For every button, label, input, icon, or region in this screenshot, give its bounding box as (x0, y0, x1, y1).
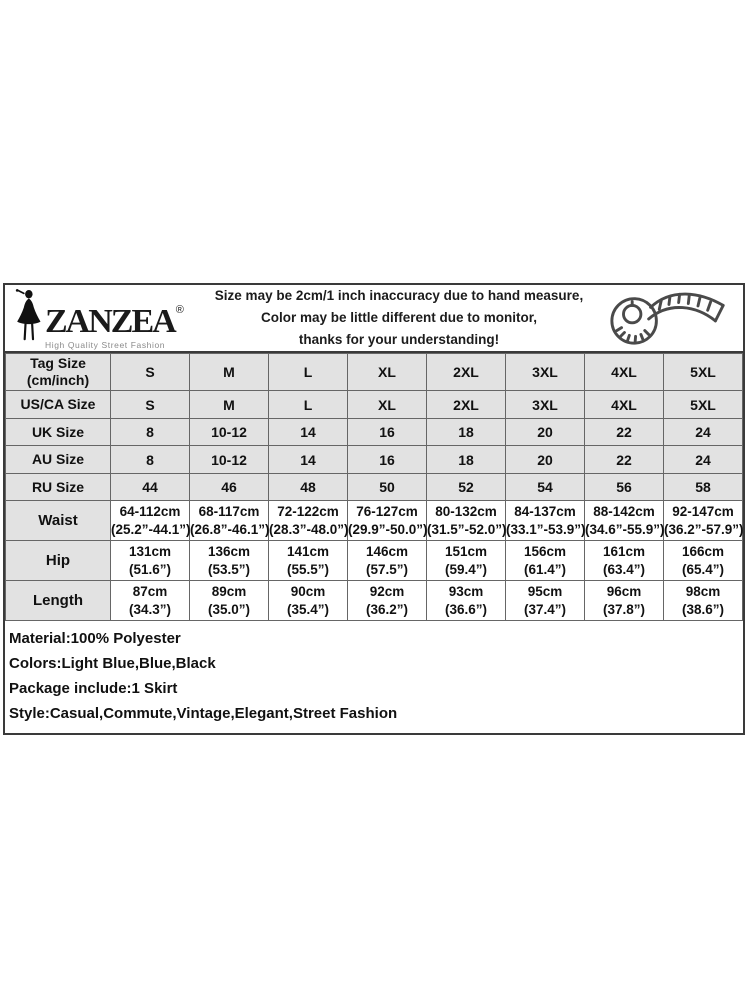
size-cell: 20 (506, 419, 585, 446)
cm-value: 89cm (211, 583, 247, 599)
brand-tagline: High Quality Street Fashion (45, 339, 166, 350)
header (5, 285, 743, 353)
cm-value: 98cm (685, 583, 721, 599)
measure-cell (190, 541, 269, 581)
inch-value: (65.4”) (681, 561, 725, 577)
measure-cell (111, 541, 190, 581)
size-cell: 14 (269, 419, 348, 446)
package-line: Package include:1 Skirt (9, 680, 178, 697)
disclaimer-line-2: Color may be little different due to monitor, (260, 310, 538, 326)
measure-cell (348, 541, 427, 581)
inch-value: (61.4”) (523, 561, 567, 577)
table-row (6, 581, 743, 621)
inch-value: (35.4”) (286, 601, 330, 617)
size-cell: 4XL (585, 354, 664, 391)
size-cell: 56 (585, 474, 664, 501)
inch-value: (25.2”-44.1”) (111, 521, 191, 537)
registered-trademark-symbol: ® (175, 303, 184, 316)
inch-value: (37.4”) (523, 601, 567, 617)
cm-value: 161cm (602, 543, 646, 559)
size-cell: 22 (585, 419, 664, 446)
size-cell: 18 (427, 446, 506, 474)
inch-value: (38.6”) (681, 601, 725, 617)
measure-cell (585, 501, 664, 541)
measure-cell (111, 581, 190, 621)
size-cell: 52 (427, 474, 506, 501)
cm-value: 92-147cm (672, 503, 734, 519)
measure-cell (664, 581, 743, 621)
measure-cell (427, 581, 506, 621)
cm-value: 88-142cm (593, 503, 655, 519)
measure-cell (269, 501, 348, 541)
size-cell: 16 (348, 419, 427, 446)
cm-value: 93cm (448, 583, 484, 599)
row-label-cell (6, 354, 111, 391)
size-cell: 2XL (427, 391, 506, 419)
row-label: Tag Size (30, 355, 86, 371)
cm-value: 141cm (286, 543, 330, 559)
cm-value: 92cm (369, 583, 405, 599)
size-cell: 24 (664, 419, 743, 446)
size-cell: XL (348, 391, 427, 419)
row-label-cell: US/CA Size (6, 391, 111, 419)
cm-value: 131cm (128, 543, 172, 559)
measure-cell (664, 501, 743, 541)
brand-logo (5, 287, 205, 350)
size-cell: 44 (111, 474, 190, 501)
cm-value: 84-137cm (514, 503, 576, 519)
table-row (6, 391, 743, 419)
row-label-cell: UK Size (6, 419, 111, 446)
inch-value: (55.5”) (286, 561, 330, 577)
size-cell: L (269, 354, 348, 391)
size-cell: 54 (506, 474, 585, 501)
cm-value: 166cm (681, 543, 725, 559)
size-cell: 5XL (664, 354, 743, 391)
measure-cell (269, 541, 348, 581)
table-row (6, 474, 743, 501)
size-cell: 58 (664, 474, 743, 501)
size-cell: 8 (111, 446, 190, 474)
size-cell: 18 (427, 419, 506, 446)
cm-value: 64-112cm (119, 503, 181, 519)
cm-value: 76-127cm (356, 503, 418, 519)
cm-value: 80-132cm (435, 503, 497, 519)
size-cell: 46 (190, 474, 269, 501)
inch-value: (31.5”-52.0”) (427, 521, 507, 537)
inch-value: (26.8”-46.1”) (190, 521, 270, 537)
measure-cell (348, 581, 427, 621)
inch-value: (37.8”) (602, 601, 646, 617)
size-cell: 20 (506, 446, 585, 474)
cm-value: 156cm (523, 543, 567, 559)
table-row (6, 354, 743, 391)
size-cell: 3XL (506, 354, 585, 391)
size-cell: 48 (269, 474, 348, 501)
inch-value: (63.4”) (602, 561, 646, 577)
woman-silhouette-icon (13, 287, 43, 348)
disclaimer-line-3: thanks for your understanding! (298, 331, 500, 347)
size-cell: 16 (348, 446, 427, 474)
measure-cell (585, 541, 664, 581)
inch-value: (51.6”) (128, 561, 172, 577)
measure-cell (111, 501, 190, 541)
table-row (6, 419, 743, 446)
size-cell: M (190, 354, 269, 391)
table-row (6, 501, 743, 541)
inch-value: (28.3”-48.0”) (269, 521, 349, 537)
inch-value: (36.2”-57.9”) (664, 521, 744, 537)
inch-value: (33.1”-53.9”) (506, 521, 586, 537)
row-label-cell: Waist (6, 501, 111, 541)
size-cell: 10-12 (190, 419, 269, 446)
inch-value: (36.6”) (444, 601, 488, 617)
size-cell: 10-12 (190, 446, 269, 474)
cm-value: 90cm (290, 583, 326, 599)
cm-value: 87cm (132, 583, 168, 599)
measure-cell (190, 501, 269, 541)
material-line: Material:100% Polyester (9, 630, 181, 647)
size-cell: S (111, 354, 190, 391)
size-cell: M (190, 391, 269, 419)
measure-cell (506, 541, 585, 581)
row-label-cell: AU Size (6, 446, 111, 474)
table-row (6, 446, 743, 474)
measure-cell (427, 501, 506, 541)
product-details (5, 621, 743, 733)
size-cell: 4XL (585, 391, 664, 419)
cm-value: 72-122cm (277, 503, 339, 519)
disclaimer-line-1: Size may be 2cm/1 inch inaccuracy due to hand measure, (214, 288, 584, 304)
measure-cell (506, 501, 585, 541)
row-label-cell: Hip (6, 541, 111, 581)
inch-value: (53.5”) (207, 561, 251, 577)
measure-cell (348, 501, 427, 541)
measure-cell (664, 541, 743, 581)
size-cell: 50 (348, 474, 427, 501)
size-cell: 3XL (506, 391, 585, 419)
measure-cell (427, 541, 506, 581)
colors-line: Colors:Light Blue,Blue,Black (9, 655, 216, 672)
cm-value: 95cm (527, 583, 563, 599)
size-cell: 2XL (427, 354, 506, 391)
inch-value: (36.2”) (365, 601, 409, 617)
cm-value: 146cm (365, 543, 409, 559)
measure-cell (585, 581, 664, 621)
table-row (6, 541, 743, 581)
size-cell: 5XL (664, 391, 743, 419)
cm-value: 151cm (444, 543, 488, 559)
size-cell: 22 (585, 446, 664, 474)
measure-cell (190, 581, 269, 621)
inch-value: (57.5”) (365, 561, 409, 577)
size-cell: L (269, 391, 348, 419)
inch-value: (34.6”-55.9”) (585, 521, 665, 537)
size-cell: XL (348, 354, 427, 391)
measure-cell (269, 581, 348, 621)
inch-value: (34.3”) (128, 601, 172, 617)
size-table (5, 353, 743, 621)
size-disclaimer (205, 285, 593, 351)
size-chart-sheet (3, 283, 745, 735)
style-line: Style:Casual,Commute,Vintage,Elegant,Street Fashion (9, 705, 398, 722)
inch-value: (59.4”) (444, 561, 488, 577)
inch-value: (35.0”) (207, 601, 251, 617)
cm-value: 96cm (606, 583, 642, 599)
size-cell: S (111, 391, 190, 419)
tape-measure-icon (593, 288, 743, 348)
brand-name: ZANZEA (45, 302, 175, 340)
row-label-cell: RU Size (6, 474, 111, 501)
cm-value: 68-117cm (198, 503, 260, 519)
cm-value: 136cm (207, 543, 251, 559)
row-label-cell: Length (6, 581, 111, 621)
size-cell: 8 (111, 419, 190, 446)
measure-cell (506, 581, 585, 621)
brand-text (45, 302, 184, 350)
size-cell: 14 (269, 446, 348, 474)
inch-value: (29.9”-50.0”) (348, 521, 428, 537)
row-label-sub: (cm/inch) (26, 372, 90, 388)
size-cell: 24 (664, 446, 743, 474)
